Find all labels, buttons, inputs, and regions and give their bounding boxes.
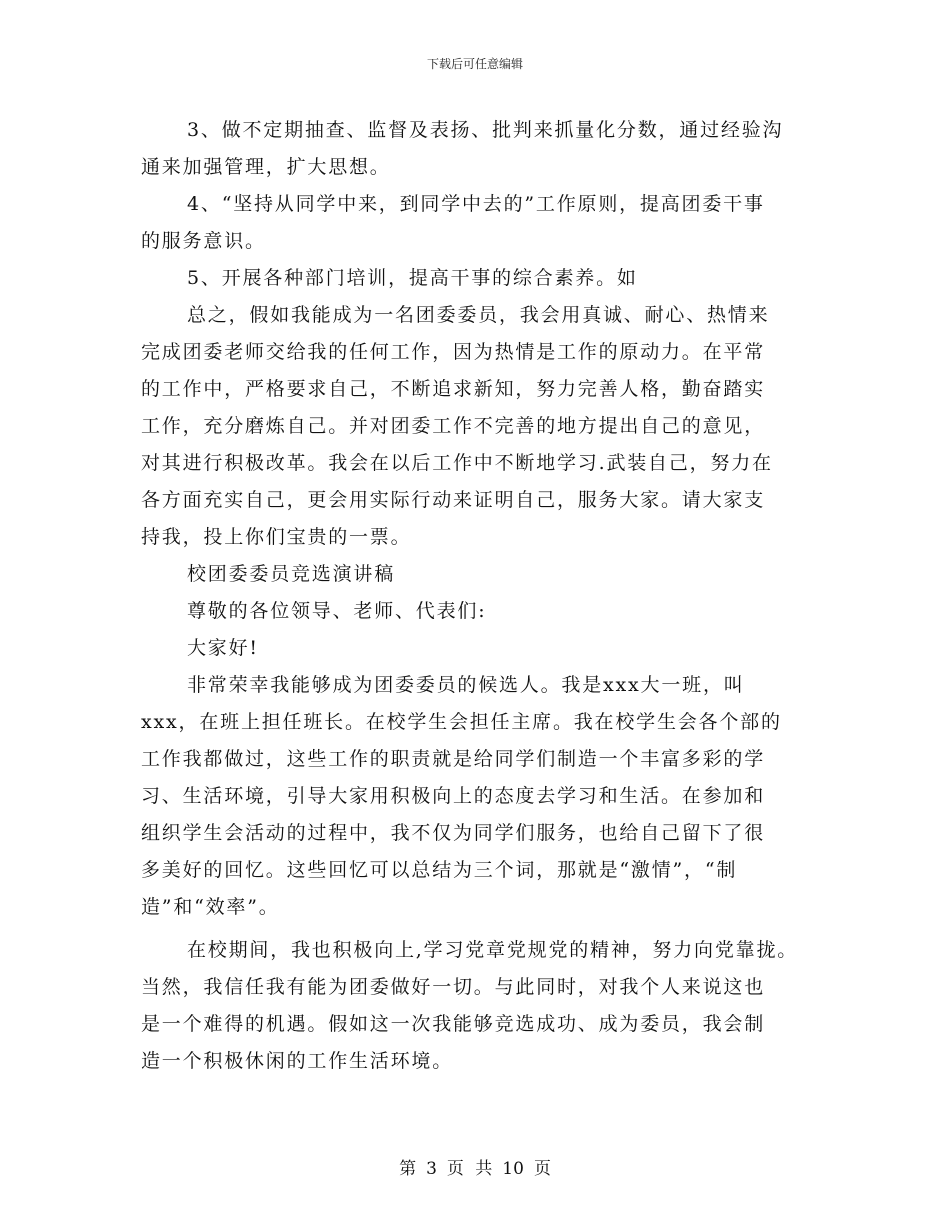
body-line: 工作我都做过，这些工作的职责就是给同学们制造一个丰富多彩的学 — [141, 748, 766, 770]
body-line: 非常荣幸我能够成为团委委员的候选人。我是xxx大一班，叫 — [187, 674, 745, 696]
body-line: 在校期间，我也积极向上,学习党章党规党的精神，努力向党靠拢。 — [187, 939, 799, 961]
body-line: 当然，我信任我有能为团委做好一切。与此同时，对我个人来说这也 — [141, 976, 766, 998]
footer-suffix: 页 — [533, 1159, 551, 1179]
footer-middle: 页 共 — [446, 1159, 493, 1179]
section-title: 校团委委员竞选演讲稿 — [187, 563, 396, 585]
page-header-note: 下载后可任意编辑 — [426, 57, 523, 71]
body-line: 工作，充分磨炼自己。并对团委工作不完善的地方提出自己的意见， — [141, 415, 766, 437]
body-line: 造一个积极休闲的工作生活环境。 — [141, 1050, 454, 1072]
body-line: 各方面充实自己，更会用实际行动来证明自己，服务大家。请大家支 — [141, 489, 766, 511]
body-line: 完成团委老师交给我的任何工作，因为热情是工作的原动力。在平常 — [141, 341, 766, 363]
greeting: 大家好! — [187, 637, 259, 659]
page-footer — [0, 1154, 950, 1179]
body-line: 的工作中，严格要求自己，不断追求新知，努力完善人格，勤奋踏实 — [141, 378, 766, 400]
body-line: 是一个难得的机遇。假如这一次我能够竞选成功、成为委员，我会制 — [141, 1013, 766, 1035]
body-line: 4、“坚持从同学中来，到同学中去的”工作原则，提高团委干事 — [187, 193, 765, 215]
body-line: 5、开展各种部门培训，提高干事的综合素养。如 — [187, 267, 638, 289]
body-line: xxx，在班上担任班长。在校学生会担任主席。我在校学生会各个部的 — [141, 711, 782, 733]
body-line: 通来加强管理，扩大思想。 — [141, 156, 391, 178]
body-line: 的服务意识。 — [141, 230, 266, 252]
body-line: 总之，假如我能成为一名团委委员，我会用真诚、耐心、热情来 — [187, 304, 770, 326]
body-line: 持我，投上你们宝贵的一票。 — [141, 526, 412, 548]
footer-prefix: 第 — [399, 1159, 417, 1179]
salutation: 尊敬的各位领导、老师、代表们: — [187, 600, 487, 622]
document-body — [141, 112, 831, 1080]
body-line: 造”和“效率”。 — [141, 896, 280, 918]
body-line: 3、做不定期抽查、监督及表扬、批判来抓量化分数，通过经验沟 — [187, 119, 784, 141]
body-line: 对其进行积极改革。我会在以后工作中不断地学习.武装自己，努力在 — [141, 452, 773, 474]
body-line: 习、生活环境，引导大家用积极向上的态度去学习和生活。在参加和 — [141, 785, 766, 807]
footer-total-pages: 10 — [502, 1159, 524, 1179]
footer-page-number: 3 — [426, 1159, 437, 1179]
body-line: 多美好的回忆。这些回忆可以总结为三个词，那就是“激情”，“制 — [141, 859, 738, 881]
body-line: 组织学生会活动的过程中，我不仅为同学们服务，也给自己留下了很 — [141, 822, 766, 844]
